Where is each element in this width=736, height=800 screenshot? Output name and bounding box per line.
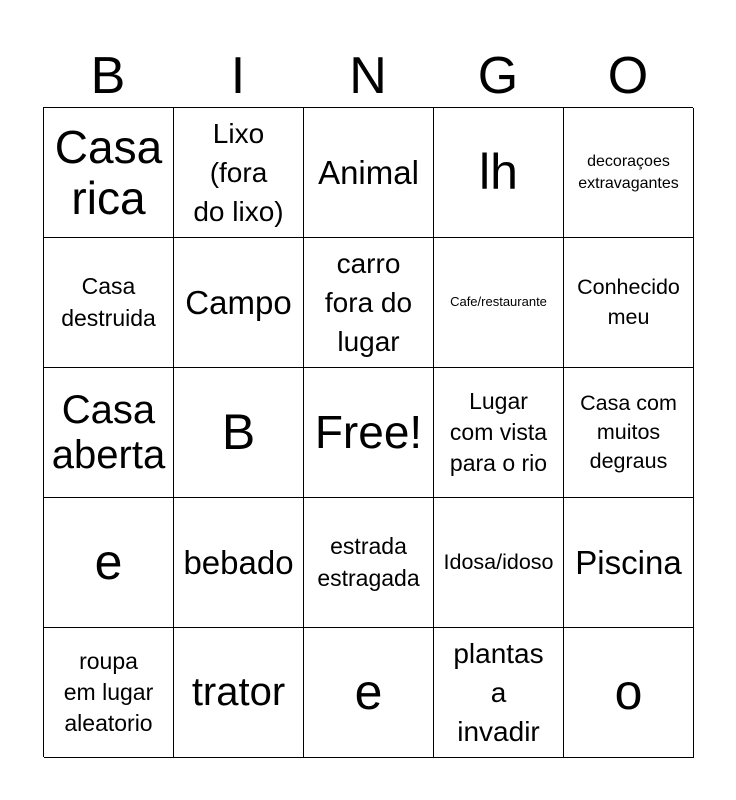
bingo-cell-r1-c1[interactable]: Casa rica [44, 108, 174, 238]
header-letter-g: G [477, 47, 519, 105]
bingo-cell-r4-c3[interactable]: estrada estragada [304, 498, 434, 628]
bingo-cell-r5-c2[interactable]: trator [174, 628, 304, 758]
bingo-cell-r4-c4[interactable]: Idosa/idoso [434, 498, 564, 628]
bingo-header [43, 44, 693, 108]
bingo-cell-r5-c5[interactable]: o [564, 628, 694, 758]
bingo-cell-r5-c4[interactable]: plantas a invadir [434, 628, 564, 758]
bingo-cell-r2-c5[interactable]: Conhecido meu [564, 238, 694, 368]
bingo-cell-r4-c5[interactable]: Piscina [564, 498, 694, 628]
bingo-cell-r1-c5[interactable]: decoraçoes extravagantes [564, 108, 694, 238]
bingo-cell-r1-c4[interactable]: lh [434, 108, 564, 238]
bingo-cell-r2-c3[interactable]: carro fora do lugar [304, 238, 434, 368]
bingo-cell-r2-c1[interactable]: Casa destruida [44, 238, 174, 368]
header-letter-n: N [349, 47, 387, 105]
bingo-cell-r3-c3-free[interactable]: Free! [304, 368, 434, 498]
bingo-cell-r2-c2[interactable]: Campo [174, 238, 304, 368]
bingo-cell-r4-c2[interactable]: bebado [174, 498, 304, 628]
header-letter-b: B [90, 47, 126, 105]
bingo-cell-r1-c2[interactable]: Lixo (fora do lixo) [174, 108, 304, 238]
bingo-cell-r3-c5[interactable]: Casa com muitos degraus [564, 368, 694, 498]
bingo-board [43, 107, 693, 757]
bingo-cell-r3-c2[interactable]: B [174, 368, 304, 498]
bingo-cell-r2-c4[interactable]: Cafe/restaurante [434, 238, 564, 368]
bingo-cell-r5-c3[interactable]: e [304, 628, 434, 758]
bingo-cell-r5-c1[interactable]: roupa em lugar aleatorio [44, 628, 174, 758]
bingo-cell-r4-c1[interactable]: e [44, 498, 174, 628]
bingo-cell-r3-c4[interactable]: Lugar com vista para o rio [434, 368, 564, 498]
bingo-cell-r1-c3[interactable]: Animal [304, 108, 434, 238]
bingo-cell-r3-c1[interactable]: Casa aberta [44, 368, 174, 498]
header-letter-o: O [607, 47, 649, 105]
header-letter-i: I [230, 47, 246, 105]
